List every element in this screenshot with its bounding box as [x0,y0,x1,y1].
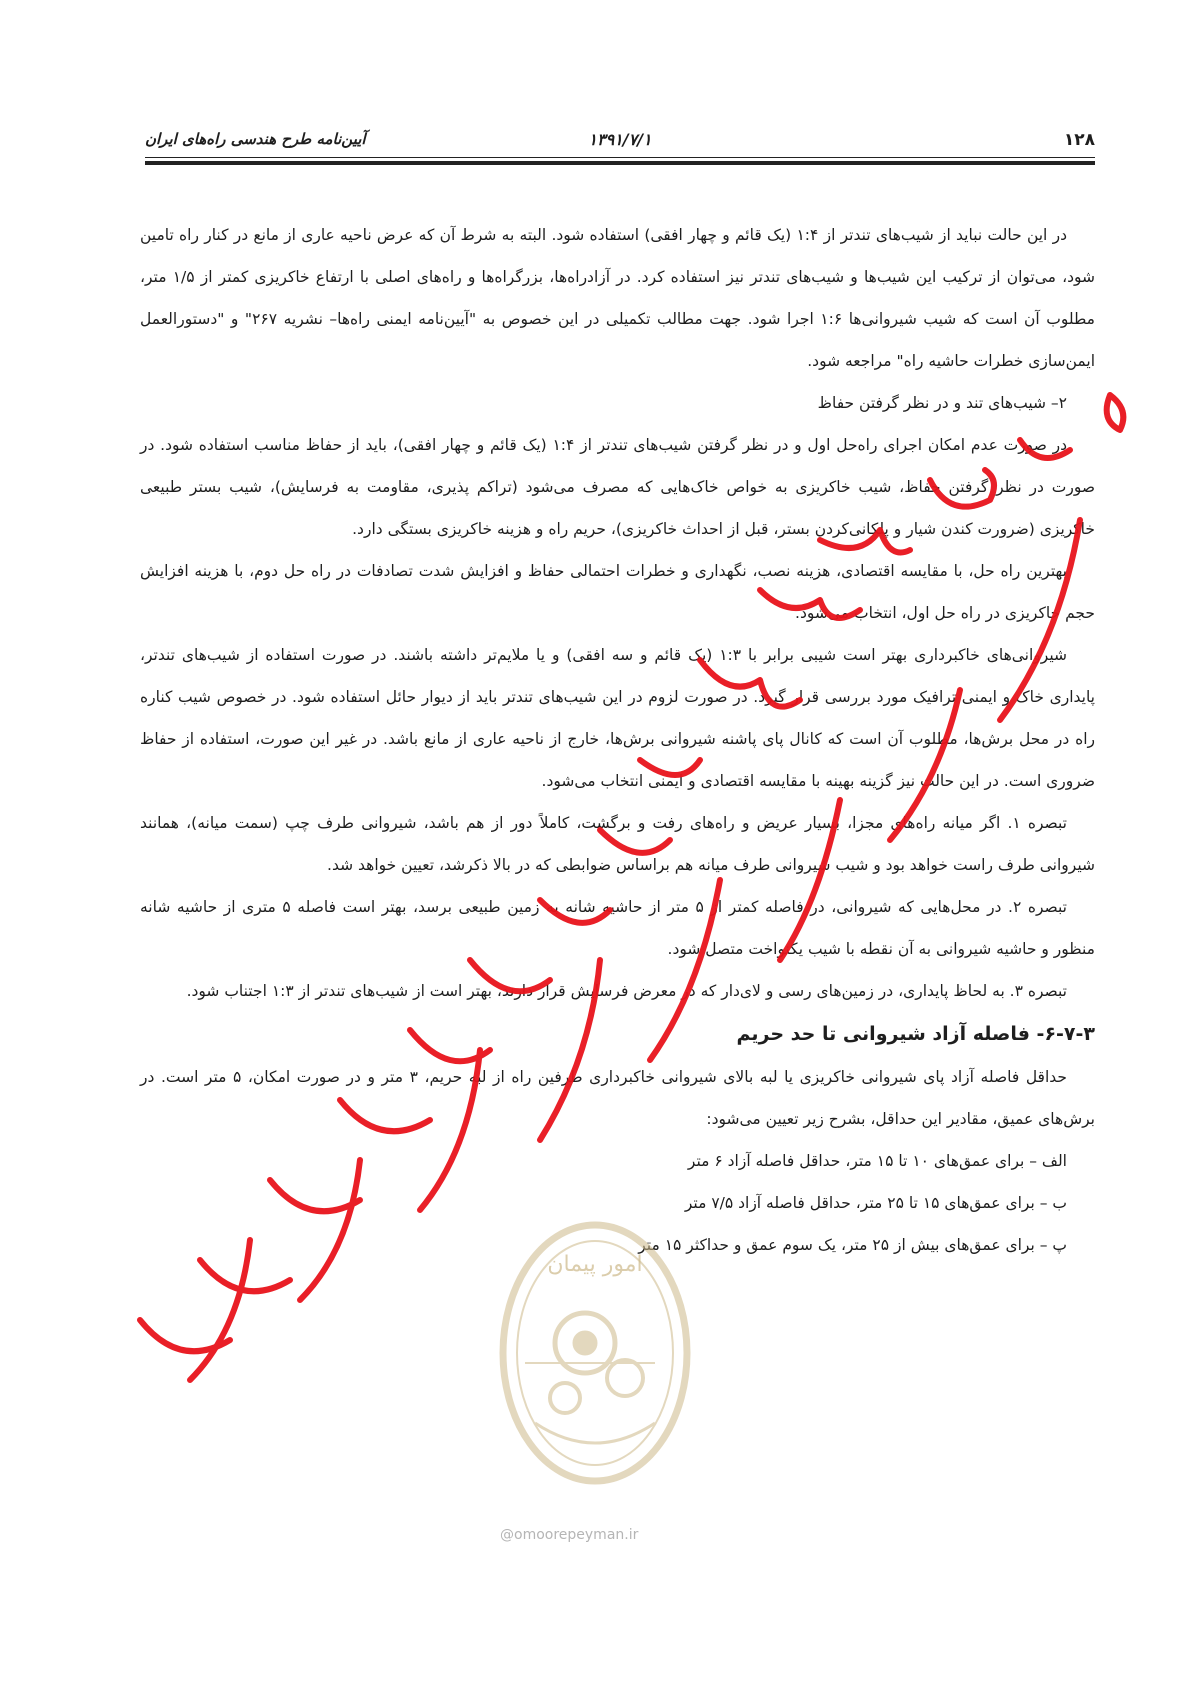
header-rule-thick [145,161,1095,165]
list-item: الف – برای عمق‌های ۱۰ تا ۱۵ متر، حداقل فاصله آزاد ۶ متر [687,1152,1067,1170]
watermark-site: @omoorepeyman.ir [500,1527,639,1543]
book-title: آیین‌نامه طرح هندسی راه‌های ایران [145,130,366,148]
header-date: ۱۳۹۱/۷/۱ [588,130,652,149]
list-item: ب – برای عمق‌های ۱۵ تا ۲۵ متر، حداقل فاصله آزاد ۷/۵ متر [684,1194,1067,1212]
note-1: تبصره ۱. اگر میانه راه‌های مجزا، بسیار عریض و راه‌های رفت و برگشت، کاملاً دور از هم باشد، شیروانی طرف چپ (سمت میانه)، همانند شیروانی طرف راست خواهد بود و شیب شیروانی طرف میانه هم براساس ضوابطی که در بالا ذکرشد، تعیین خواهد شد. [140,814,1095,874]
watermark-logo [495,1213,695,1503]
paragraph: در صورت عدم امکان اجرای راه‌حل اول و در نظر گرفتن شیب‌های تندتر از ۱:۴ (یک قائم و چهار افقی)، باید از حفاظ مناسب استفاده شود. در صورت در نظر گرفتن حفاظ، شیب خاکریزی به خواص خاک‌هایی که مصرف می‌شود (تراکم پذیری، مقاومت به فرسایش)، شیب بستر طبیعی خاکریزی (ضرورت کندن شیار و پلکانی‌کردن بستر، قبل از احداث خاکریزی)، حریم راه و هزینه خاکریزی بستگی دارد. [140,436,1095,538]
header-rule-thin [145,157,1095,158]
page-number: ۱۲۸ [1063,130,1095,150]
section-title: ۶-۷-۳- فاصله آزاد شیروانی تا حد حریم [736,1023,1095,1045]
paragraph: شیروانی‌های خاکبرداری بهتر است شیبی برابر با ۱:۳ (یک قائم و سه افقی) و یا ملایم‌تر داشته باشند. در صورت استفاده از شیب‌های تندتر، پایداری خاک و ایمنی ترافیک مورد بررسی قرار گیرد. در صورت لزوم در این شیب‌های تندتر باید از دیوار حائل استفاده شود. در خصوص شیب کناره راه در محل برش‌ها، مطلوب آن است که کانال پای پاشنه شیروانی برش‌ها، خارج از ناحیه عاری از مانع باشد. در غیر این صورت، استفاده از حفاظ ضروری است. در این حالت نیز گزینه بهینه با مقایسه اقتصادی و ایمنی انتخاب می‌شود. [140,646,1095,790]
list-item: پ – برای عمق‌های بیش از ۲۵ متر، یک سوم عمق و حداکثر ۱۵ متر [638,1236,1067,1254]
note-2: تبصره ۲. در محل‌هایی که شیروانی، در فاصله کمتر از ۵ متر از حاشیه شانه به زمین طبیعی برسد، بهتر است فاصله ۵ متری از حاشیه شانه منظور و حاشیه شیروانی به آن نقطه با شیب یکنواخت متصل شود. [140,898,1095,958]
note-3: تبصره ۳. به لحاظ پایداری، در زمین‌های رسی و لای‌دار که در معرض فرسایش قرار دارند، بهتر است از شیب‌های تندتر از ۱:۳ اجتناب شود. [186,982,1067,1000]
watermark-logo-text: امور پیمان [547,1252,643,1277]
paragraph: بهترین راه حل، با مقایسه اقتصادی، هزینه نصب، نگهداری و خطرات احتمالی حفاظ و افزایش شدت تصادفات در راه حل دوم، با هزینه افزایش حجم خاکریزی در راه حل اول، انتخاب می‌شود. [140,562,1095,622]
paragraph: در این حالت نباید از شیب‌های تندتر از ۱:۴ (یک قائم و چهار افقی) استفاده شود. البته به شرط آن که عرض ناحیه عاری از مانع در کنار راه تامین شود، می‌توان از ترکیب این شیب‌ها و شیب‌های تندتر نیز استفاده کرد. در آزادراه‌ها، بزرگراه‌ها و راه‌های اصلی با ارتفاع خاکریزی کمتر از ۱/۵ متر، مطلوب آن است که شیب شیروانی‌ها ۱:۶ اجرا شود. جهت مطالب تکمیلی در این خصوص به "آیین‌نامه ایمنی راه‌ها– نشریه ۲۶۷" و "دستورالعمل ایمن‌سازی خطرات حاشیه راه" مراجعه شود. [140,226,1096,370]
section-intro: حداقل فاصله آزاد پای شیروانی خاکریزی یا لبه بالای شیروانی خاکبرداری طرفین راه از لبه حریم، ۳ متر و در صورت امکان، ۵ متر است. در برش‌های عمیق، مقادیر این حداقل، بشرح زیر تعیین می‌شود: [140,1068,1095,1128]
subheading: ۲– شیب‌های تند و در نظر گرفتن حفاظ [817,394,1067,412]
body-text [140,214,1095,1266]
